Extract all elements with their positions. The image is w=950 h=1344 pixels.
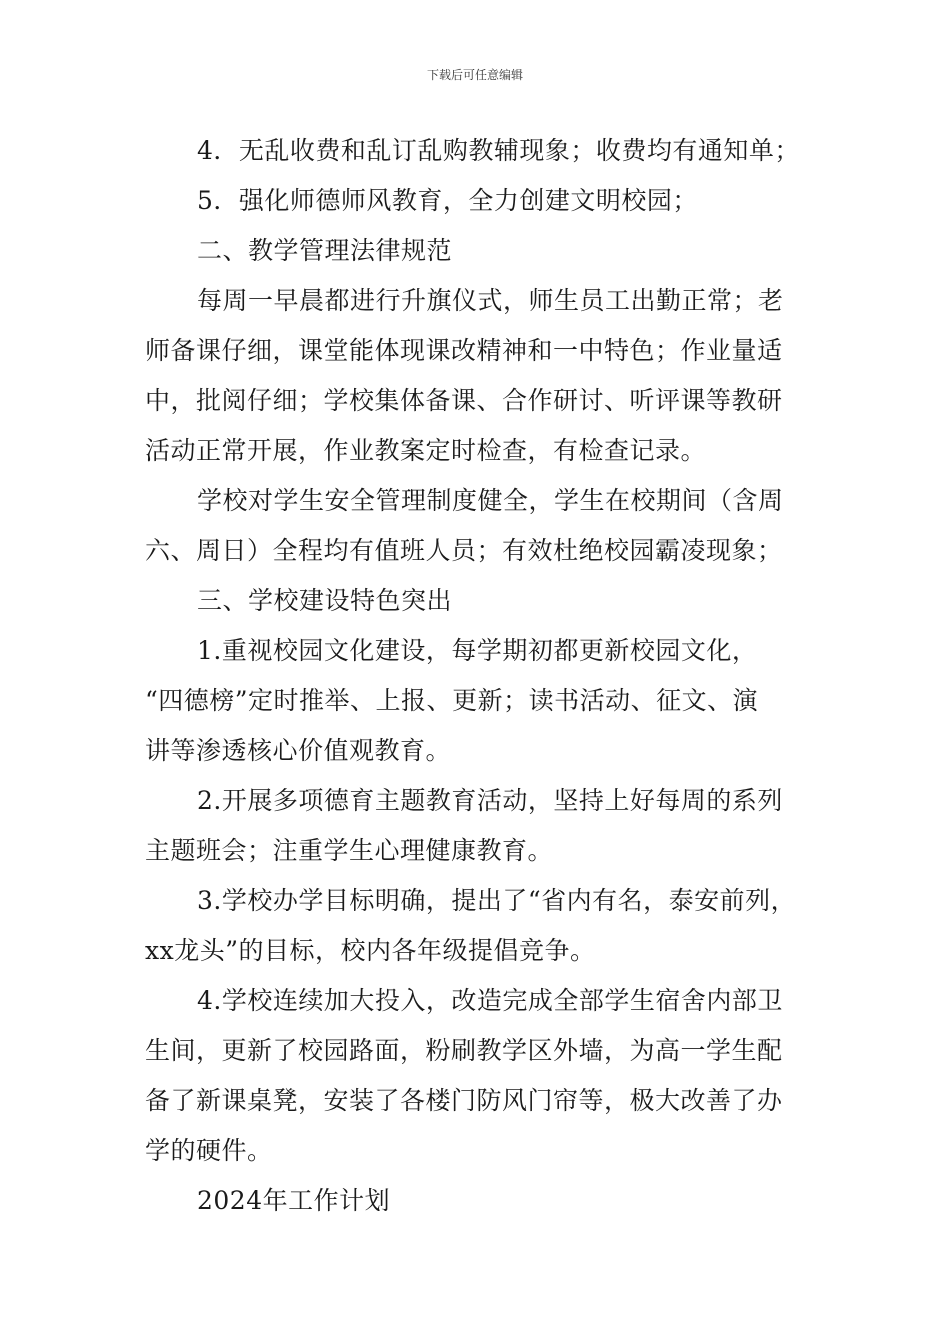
text-line: 学的硬件。 — [145, 1136, 273, 1165]
text-line: 二、教学管理法律规范 — [197, 236, 453, 265]
text-line: 每周一早晨都进行升旗仪式，师生员工出勤正常；老 — [197, 286, 784, 315]
text-line: 2024年工作计划 — [197, 1186, 391, 1215]
text-line: xx龙头”的目标，校内各年级提倡竞争。 — [145, 936, 596, 965]
text-line: 活动正常开展，作业教案定时检查，有检查记录。 — [145, 436, 707, 465]
text-line: 4．无乱收费和乱订乱购教辅现象；收费均有通知单； — [197, 136, 800, 165]
text-line: 三、学校建设特色突出 — [197, 586, 453, 615]
text-line: “四德榜”定时推举、上报、更新；读书活动、征文、演 — [145, 686, 759, 715]
text-line: 1.重视校园文化建设，每学期初都更新校园文化， — [197, 636, 758, 665]
text-line: 师备课仔细，课堂能体现课改精神和一中特色；作业量适 — [145, 336, 783, 365]
text-line: 4.学校连续加大投入，改造完成全部学生宿舍内部卫 — [197, 986, 783, 1015]
text-line: 5．强化师德师风教育，全力创建文明校园； — [197, 186, 698, 215]
page-header: 下载后可任意编辑 — [426, 68, 523, 82]
text-line: 3.学校办学目标明确，提出了“省内有名，泰安前列， — [197, 886, 797, 915]
document-body — [145, 126, 825, 1226]
text-line: 学校对学生安全管理制度健全，学生在校期间（含周 — [197, 486, 784, 515]
text-line: 备了新课桌凳，安装了各楼门防风门帘等，极大改善了办 — [145, 1086, 783, 1115]
text-line: 六、周日）全程均有值班人员；有效杜绝校园霸凌现象； — [145, 536, 783, 565]
text-line: 主题班会；注重学生心理健康教育。 — [145, 836, 554, 865]
text-line: 生间，更新了校园路面，粉刷教学区外墙，为高一学生配 — [145, 1036, 783, 1065]
text-line: 讲等渗透核心价值观教育。 — [145, 736, 452, 765]
text-line: 中，批阅仔细；学校集体备课、合作研讨、听评课等教研 — [145, 386, 783, 415]
text-line: 2.开展多项德育主题教育活动，坚持上好每周的系列 — [197, 786, 783, 815]
